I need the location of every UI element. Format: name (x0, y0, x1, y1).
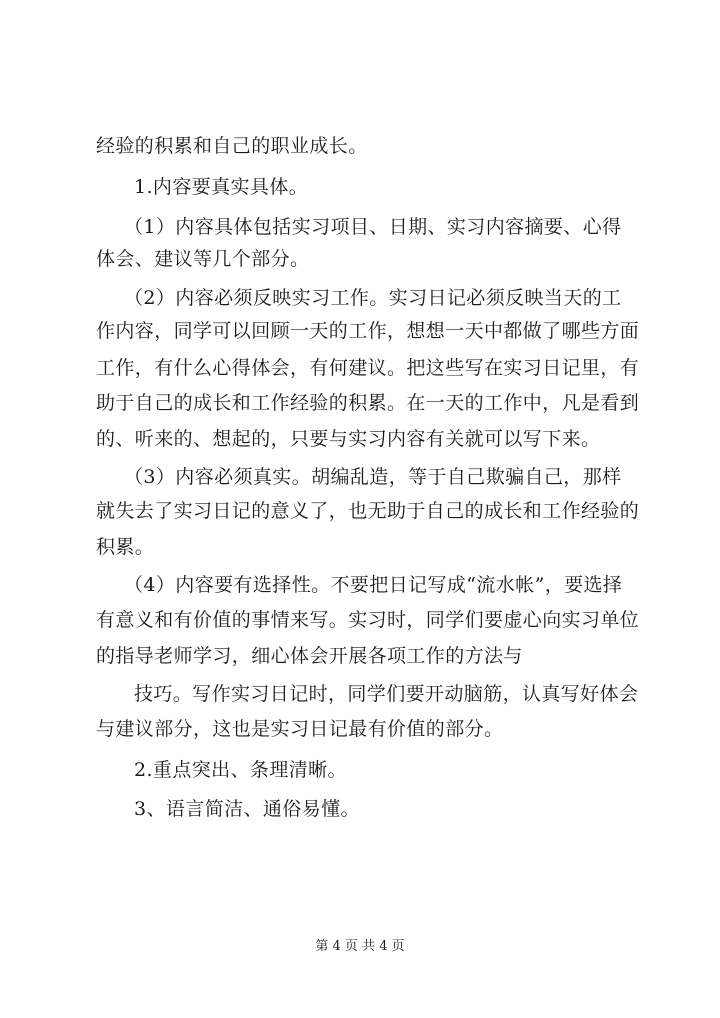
text-line: （2）内容必须反映实习工作。实习日记必须反映当天的工 (124, 287, 622, 309)
text-line: 的指导老师学习，细心体会开展各项工作的方法与 (96, 645, 523, 667)
text-line: 经验的积累和自己的职业成长。 (96, 135, 368, 157)
text-line: 与建议部分，这也是实习日记最有价值的部分。 (96, 718, 504, 740)
page-footer: 第 4 页 共 4 页 (315, 939, 405, 954)
text-line: （3）内容必须真实。胡编乱造，等于自己欺骗自己，那样 (124, 466, 622, 488)
text-line: 3、语言简洁、通俗易懂。 (134, 798, 360, 820)
text-line: 的、听来的、想起的，只要与实习内容有关就可以写下来。 (96, 428, 601, 450)
text-line: 积累。 (96, 536, 155, 558)
text-line: 2.重点突出、条理清晰。 (134, 759, 347, 781)
text-line: （1）内容具体包括实习项目、日期、实习内容摘要、心得 (124, 216, 622, 238)
text-line: 有意义和有价值的事情来写。实习时，同学们要虚心向实习单位 (96, 609, 640, 631)
text-line: 就失去了实习日记的意义了，也无助于自己的成长和工作经验的 (96, 500, 640, 522)
text-line: （4）内容要有选择性。不要把日记写成“流水帐”，要选择 (124, 574, 623, 596)
text-line: 作内容，同学可以回顾一天的工作，想想一天中都做了哪些方面 (96, 320, 640, 342)
text-line: 助于自己的成长和工作经验的积累。在一天的工作中，凡是看到 (96, 392, 640, 414)
text-line: 1.内容要真实具体。 (134, 176, 309, 198)
text-line: 体会、建议等几个部分。 (96, 248, 310, 270)
text-line: 工作，有什么心得体会，有何建议。把这些写在实习日记里，有 (96, 357, 640, 379)
text-line: 技巧。写作实习日记时，同学们要开动脑筋，认真写好体会 (134, 683, 639, 705)
